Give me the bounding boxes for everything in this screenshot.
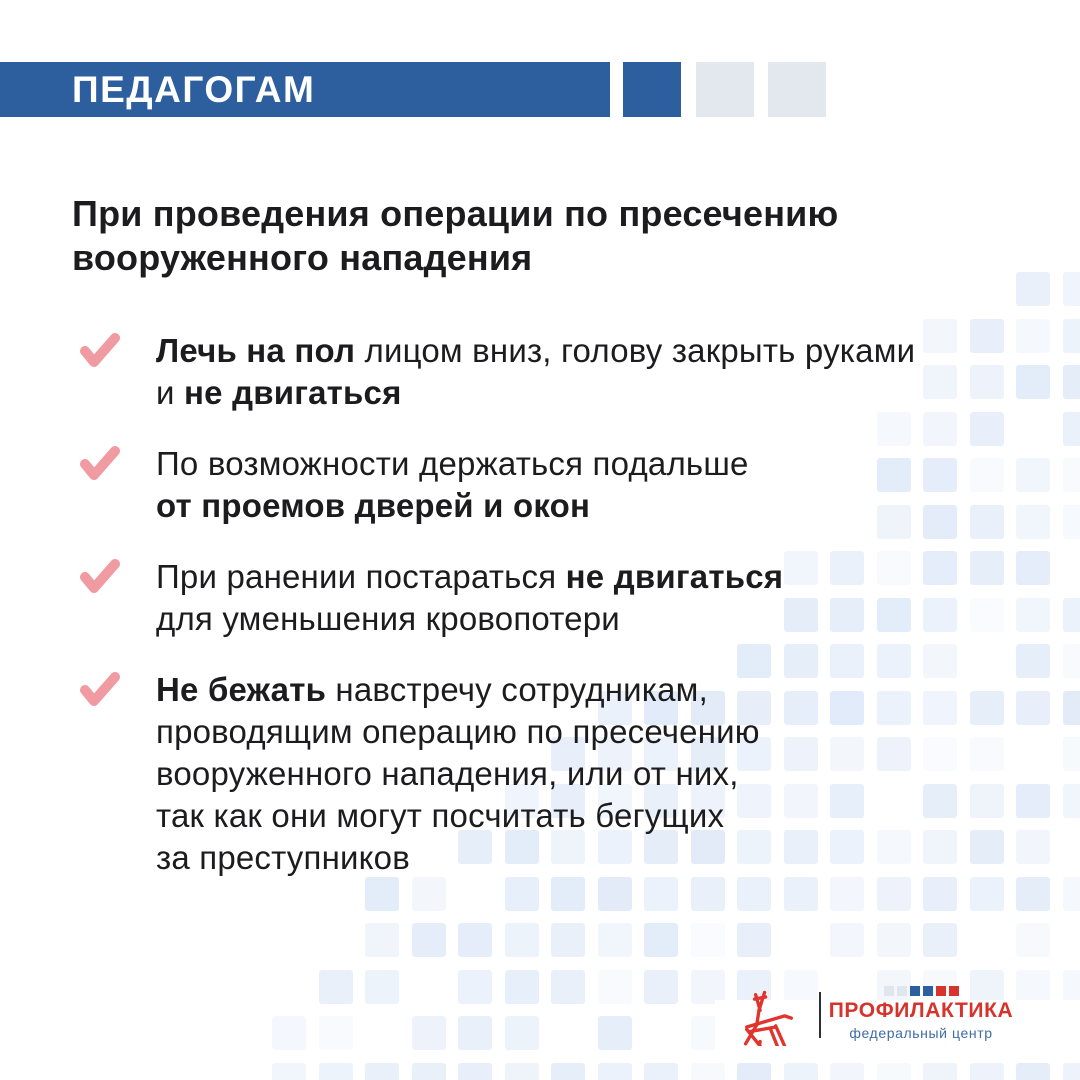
bullet-text — [156, 443, 749, 527]
mosaic-square — [412, 1063, 446, 1080]
mosaic-square — [505, 1063, 539, 1080]
mosaic-square — [1016, 458, 1050, 492]
logo-separator — [819, 992, 821, 1038]
flag-square — [949, 986, 959, 996]
bullet-item — [80, 330, 1010, 414]
banner-square-light-2 — [768, 62, 826, 117]
mosaic-square — [1016, 784, 1050, 818]
bullet-text-line: Лечь на пол лицом вниз, голову закрыть руками — [156, 332, 916, 369]
mosaic-square — [644, 877, 678, 911]
mosaic-square — [505, 877, 539, 911]
mosaic-square — [551, 1063, 585, 1080]
bullet-text — [156, 330, 915, 414]
mosaic-square — [598, 877, 632, 911]
mosaic-square — [970, 1063, 1004, 1080]
mosaic-square — [737, 923, 771, 957]
bullet-text — [156, 556, 783, 640]
bullet-text-line: так как они могут посчитать бегущих — [156, 797, 725, 834]
mosaic-square — [1016, 272, 1050, 306]
mosaic-square — [923, 877, 957, 911]
logo-subtitle: федеральный центр — [849, 1025, 993, 1041]
mosaic-square — [551, 877, 585, 911]
logo-text-block — [828, 986, 1014, 1041]
mosaic-square — [319, 1063, 353, 1080]
bullet-text-line: вооруженного нападения, или от них, — [156, 755, 739, 792]
bullet-text-line: При ранении постараться не двигаться — [156, 558, 784, 595]
mosaic-square — [784, 877, 818, 911]
banner — [0, 62, 610, 117]
mosaic-square — [319, 970, 353, 1004]
mosaic-square — [1063, 877, 1080, 911]
mosaic-square — [1063, 365, 1080, 399]
banner-label: ПЕДАГОГАМ — [72, 68, 316, 110]
check-icon — [80, 671, 120, 707]
mosaic-square — [1016, 691, 1050, 725]
mosaic-square — [365, 923, 399, 957]
flag-square — [897, 986, 907, 996]
mosaic-square — [877, 923, 911, 957]
flag-square — [936, 986, 946, 996]
mosaic-square — [1016, 923, 1050, 957]
mosaic-square — [365, 970, 399, 1004]
mosaic-square — [412, 1016, 446, 1050]
mosaic-square — [365, 1063, 399, 1080]
mosaic-square — [1063, 458, 1080, 492]
bullet-list — [80, 330, 1010, 879]
mosaic-square — [923, 923, 957, 957]
mosaic-square — [598, 1063, 632, 1080]
mosaic-square — [458, 1063, 492, 1080]
banner-square-light-1 — [696, 62, 754, 117]
mosaic-square — [319, 1016, 353, 1050]
mosaic-square — [923, 1063, 957, 1080]
mosaic-square — [1063, 412, 1080, 446]
bullet-text-line: для уменьшения кровопотери — [156, 600, 620, 637]
mosaic-square — [1016, 830, 1050, 864]
mosaic-square — [1016, 644, 1050, 678]
bullet-text-line: от проемов дверей и окон — [156, 487, 591, 524]
logo-flag-squares — [884, 986, 959, 996]
mosaic-square — [551, 923, 585, 957]
mosaic-square — [830, 923, 864, 957]
mosaic-square — [1016, 877, 1050, 911]
mosaic-square — [1063, 691, 1080, 725]
mosaic-square — [1063, 505, 1080, 539]
mosaic-square — [272, 1016, 306, 1050]
mosaic-square — [691, 970, 725, 1004]
bullet-text-line: Не бежать навстречу сотрудникам, — [156, 671, 708, 708]
bullet-text — [156, 669, 760, 879]
mosaic-square — [1063, 970, 1080, 1004]
bullet-item — [80, 669, 1010, 879]
mosaic-square — [598, 1016, 632, 1050]
banner-square-blue — [623, 62, 681, 117]
mosaic-square — [1016, 598, 1050, 632]
mosaic-square — [458, 1016, 492, 1050]
mosaic-square — [412, 877, 446, 911]
check-icon — [80, 558, 120, 594]
mosaic-square — [1016, 319, 1050, 353]
page-title-line: При проведения операции по пресечению — [72, 193, 839, 234]
page-title-line: вооруженного нападения — [72, 237, 533, 278]
mosaic-square — [1016, 505, 1050, 539]
mosaic-square — [1063, 598, 1080, 632]
bullet-text-line: По возможности держаться подальше — [156, 445, 749, 482]
mosaic-square — [1063, 784, 1080, 818]
logo-title: ПРОФИЛАКТИКА — [828, 999, 1014, 1022]
flag-square — [884, 986, 894, 996]
mosaic-square — [1016, 970, 1050, 1004]
flag-square — [923, 986, 933, 996]
mosaic-square — [737, 1063, 771, 1080]
mosaic-square — [877, 877, 911, 911]
mosaic-square — [272, 1063, 306, 1080]
animal-line-icon — [733, 988, 795, 1046]
mosaic-square — [505, 970, 539, 1004]
mosaic-square — [598, 970, 632, 1004]
mosaic-square — [784, 1063, 818, 1080]
mosaic-square — [598, 923, 632, 957]
mosaic-square — [1063, 319, 1080, 353]
mosaic-square — [737, 877, 771, 911]
mosaic-square — [1016, 1063, 1050, 1080]
mosaic-square — [691, 1063, 725, 1080]
mosaic-square — [505, 923, 539, 957]
mosaic-square — [458, 970, 492, 1004]
check-icon — [80, 332, 120, 368]
mosaic-square — [1063, 644, 1080, 678]
mosaic-square — [1016, 551, 1050, 585]
flag-square — [910, 986, 920, 996]
mosaic-square — [877, 1063, 911, 1080]
bullet-text-line: проводящим операцию по пресечению — [156, 713, 760, 750]
mosaic-square — [830, 877, 864, 911]
mosaic-square — [644, 923, 678, 957]
mosaic-square — [505, 1016, 539, 1050]
mosaic-square — [365, 877, 399, 911]
bullet-text-line: и не двигаться — [156, 374, 402, 411]
mosaic-square — [1016, 365, 1050, 399]
bullet-item — [80, 443, 1010, 527]
mosaic-square — [644, 970, 678, 1004]
check-icon — [80, 445, 120, 481]
mosaic-square — [1063, 272, 1080, 306]
page-title — [72, 192, 838, 280]
mosaic-square — [458, 923, 492, 957]
mosaic-square — [830, 1063, 864, 1080]
mosaic-square — [970, 877, 1004, 911]
mosaic-square — [691, 923, 725, 957]
mosaic-square — [551, 970, 585, 1004]
logo — [733, 986, 1014, 1046]
mosaic-square — [1063, 1063, 1080, 1080]
mosaic-square — [1063, 737, 1080, 771]
mosaic-square — [691, 877, 725, 911]
bullet-text-line: за преступников — [156, 839, 410, 876]
bullet-item — [80, 556, 1010, 640]
mosaic-square — [412, 923, 446, 957]
mosaic-square — [644, 1063, 678, 1080]
